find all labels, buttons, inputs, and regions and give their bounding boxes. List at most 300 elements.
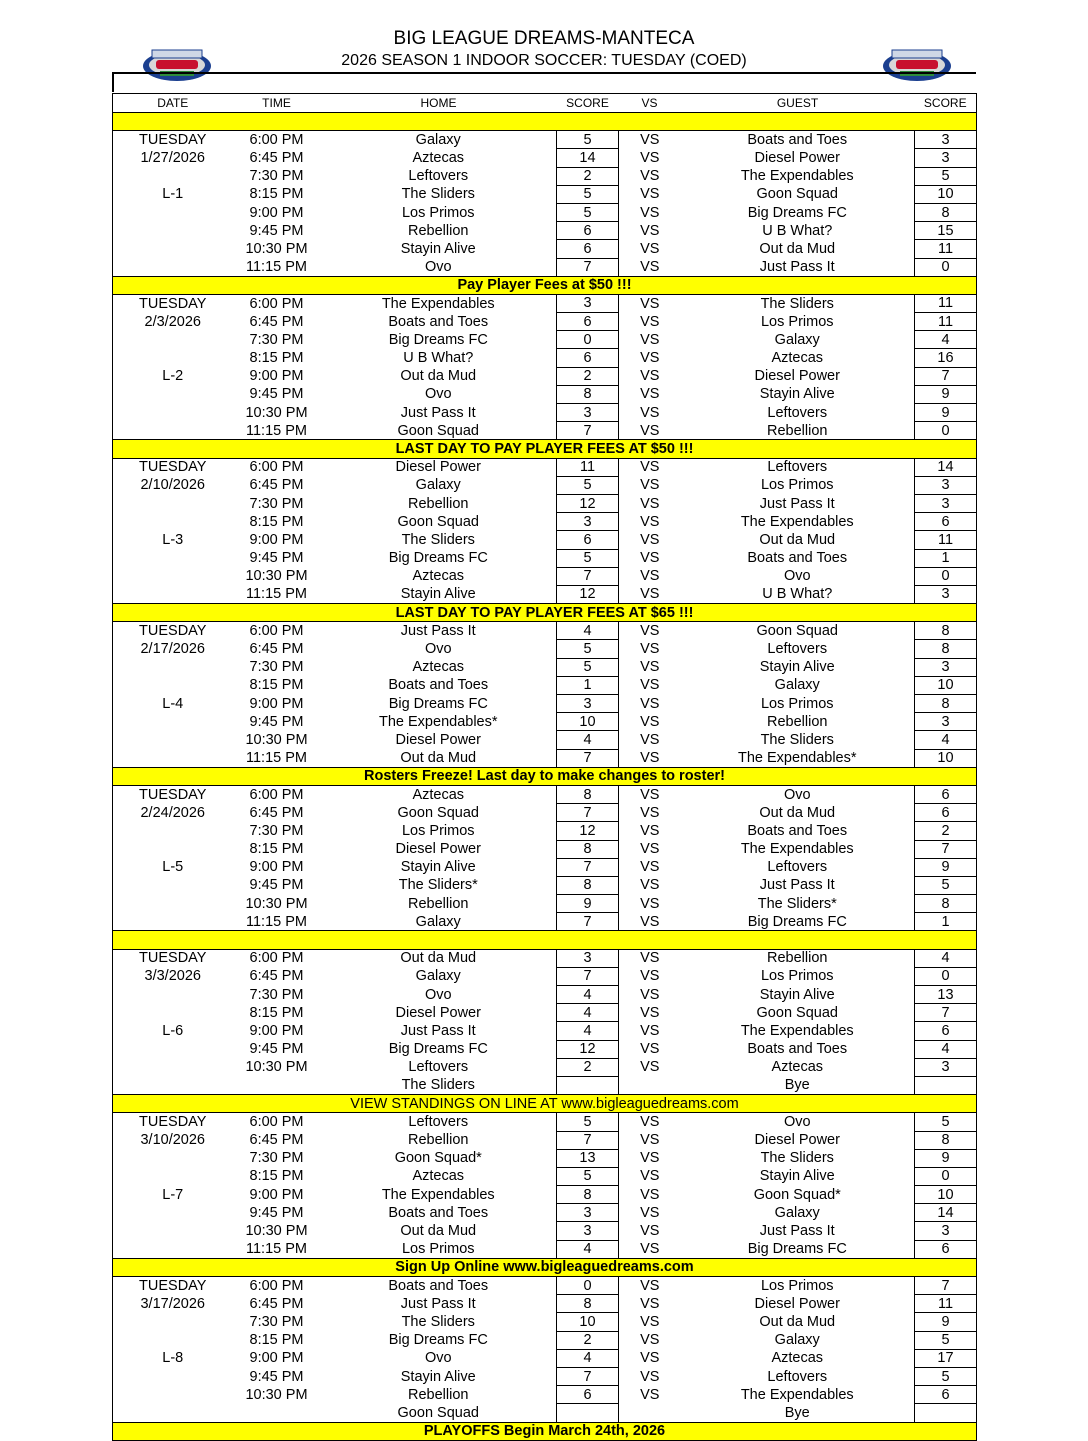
- home-score-cell: 3: [557, 949, 619, 967]
- vs-cell: VS: [619, 913, 681, 931]
- date-cell: [113, 913, 233, 931]
- home-team-cell: Galaxy: [415, 968, 461, 985]
- time-cell: 8:15 PM: [249, 350, 304, 367]
- vs-cell: VS: [640, 568, 660, 585]
- guest-team-cell: Galaxy: [774, 1332, 820, 1349]
- time-cell: 8:15 PM: [249, 1168, 304, 1185]
- guest-score-cell: 3: [915, 494, 977, 512]
- time-cell: 7:30 PM: [249, 986, 304, 1003]
- home-team-cell: Aztecas: [412, 659, 465, 676]
- vs-cell: VS: [640, 1186, 660, 1203]
- home-score-cell: 8: [557, 876, 619, 894]
- date-cell: TUESDAY: [113, 458, 233, 476]
- time-cell: 9:45 PM: [249, 1041, 304, 1058]
- home-score-cell: 6: [557, 531, 619, 549]
- date-cell: L-6: [113, 1022, 233, 1040]
- home-team-cell: Ovo: [424, 641, 452, 658]
- time-cell: 10:30 PM: [245, 1386, 308, 1403]
- game-row: [113, 549, 977, 567]
- vs-cell: VS: [640, 1368, 660, 1385]
- time-cell: 9:45 PM: [249, 550, 304, 567]
- guest-score-cell: 14: [915, 458, 977, 476]
- date-cell: 3/10/2026: [113, 1131, 233, 1149]
- home-score-cell: 3: [557, 513, 619, 531]
- date-cell: [113, 822, 233, 840]
- date-cell: 3/17/2026: [113, 1295, 233, 1313]
- guest-team-cell: Diesel Power: [754, 368, 840, 385]
- vs-cell: VS: [640, 313, 660, 330]
- time-cell: 8:15 PM: [249, 1332, 304, 1349]
- game-row: [113, 640, 977, 658]
- banner-text: Rosters Freeze! Last day to make changes to roster!: [113, 767, 977, 785]
- guest-score-cell: 11: [915, 294, 977, 312]
- date-cell: 3/3/2026: [113, 967, 233, 985]
- guest-score-cell: 10: [915, 1186, 977, 1204]
- vs-cell: VS: [640, 968, 660, 985]
- game-row: [113, 458, 977, 476]
- home-score-cell: 6: [557, 240, 619, 258]
- time-cell: 10:30 PM: [245, 895, 308, 912]
- date-cell: [113, 222, 233, 240]
- time-cell: 7:30 PM: [249, 822, 304, 839]
- guest-team-cell: Galaxy: [774, 677, 820, 694]
- home-team-cell: Ovo: [321, 258, 557, 276]
- vs-cell: VS: [640, 331, 660, 348]
- home-team-cell: Stayin Alive: [400, 1368, 476, 1385]
- date-cell: TUESDAY: [113, 785, 233, 803]
- col-guest: GUEST: [681, 94, 915, 113]
- home-team-cell: Big Dreams FC: [388, 1332, 488, 1349]
- banner-row: [113, 276, 977, 294]
- guest-score-cell: 0: [915, 422, 977, 440]
- time-cell: 9:00 PM: [249, 1186, 304, 1203]
- guest-score-cell: 3: [915, 149, 977, 167]
- time-cell: 9:45 PM: [249, 713, 304, 730]
- date-cell: L-4: [113, 695, 233, 713]
- time-cell: 6:45 PM: [249, 149, 304, 166]
- home-score-cell: 4: [557, 731, 619, 749]
- guest-score-cell: 8: [915, 640, 977, 658]
- home-team-cell: The Expendables*: [379, 713, 498, 730]
- guest-score-cell: 6: [915, 785, 977, 803]
- guest-score-cell: 9: [915, 858, 977, 876]
- date-cell: [113, 1222, 233, 1240]
- game-row: [113, 1186, 977, 1204]
- home-score-cell: 5: [557, 640, 619, 658]
- guest-team-cell: The Sliders*: [757, 895, 837, 912]
- date-cell: L-5: [113, 858, 233, 876]
- time-cell: [233, 1076, 321, 1094]
- banner-row: [113, 767, 977, 785]
- home-team-cell: Los Primos: [401, 822, 475, 839]
- guest-team-cell: Leftovers: [767, 641, 828, 658]
- game-row: [113, 622, 977, 640]
- guest-score-cell: 3: [915, 1222, 977, 1240]
- guest-team-cell: Los Primos: [760, 695, 834, 712]
- vs-cell: VS: [640, 368, 660, 385]
- home-team-cell: Leftovers: [408, 1059, 469, 1076]
- vs-cell: VS: [640, 513, 660, 530]
- date-cell: L-7: [113, 1186, 233, 1204]
- home-team-cell: Big Dreams FC: [388, 331, 488, 348]
- guest-team-cell: U B What?: [762, 222, 833, 239]
- guest-score-cell: 3: [915, 713, 977, 731]
- guest-team-cell: Out da Mud: [759, 804, 836, 821]
- home-score-cell: 11: [557, 458, 619, 476]
- col-home-score: SCORE: [557, 94, 619, 113]
- home-team-cell: Aztecas: [412, 149, 465, 166]
- time-cell: 9:00 PM: [249, 368, 304, 385]
- guest-score-cell: 11: [915, 531, 977, 549]
- game-row: [113, 531, 977, 549]
- home-team-cell: Just Pass It: [400, 1022, 476, 1039]
- game-row: [113, 1222, 977, 1240]
- game-row: [113, 222, 977, 240]
- vs-cell: VS: [640, 1022, 660, 1039]
- date-cell: [113, 1240, 233, 1258]
- page-title: BIG LEAGUE DREAMS-MANTECA: [393, 28, 695, 49]
- guest-score-cell: 4: [915, 1040, 977, 1058]
- banner-text: [113, 113, 977, 131]
- home-score-cell: 5: [557, 549, 619, 567]
- home-team-cell: Diesel Power: [395, 1004, 481, 1021]
- guest-score-cell: 17: [915, 1349, 977, 1367]
- date-cell: 2/24/2026: [113, 804, 233, 822]
- home-team-cell: Leftovers: [408, 168, 469, 185]
- time-cell: 6:45 PM: [249, 1295, 304, 1312]
- home-team-cell: Boats and Toes: [388, 1277, 489, 1294]
- guest-team-cell: Out da Mud: [759, 240, 836, 257]
- date-cell: [113, 1331, 233, 1349]
- home-team-cell: Goon Squad: [397, 804, 479, 821]
- date-cell: [113, 258, 233, 276]
- home-score-cell: 7: [557, 913, 619, 931]
- home-score-cell: 7: [557, 1131, 619, 1149]
- home-score-cell: 3: [557, 404, 619, 422]
- game-row: [113, 185, 977, 203]
- game-row: [113, 1204, 977, 1222]
- game-row: [113, 567, 977, 585]
- home-team-cell: Leftovers: [408, 1114, 469, 1131]
- banner-row: [113, 113, 977, 131]
- vs-cell: VS: [640, 186, 660, 203]
- home-score-cell: 14: [557, 149, 619, 167]
- home-team-cell: Aztecas: [412, 568, 465, 585]
- guest-team-cell: Just Pass It: [759, 877, 835, 894]
- game-row: [113, 1131, 977, 1149]
- vs-cell: VS: [640, 877, 660, 894]
- time-cell: 6:00 PM: [249, 295, 304, 312]
- time-cell: 7:30 PM: [249, 659, 304, 676]
- home-score-cell: 2: [557, 367, 619, 385]
- col-date: DATE: [113, 94, 233, 113]
- guest-team-cell: Aztecas: [771, 1059, 824, 1076]
- banner-row: [113, 1258, 977, 1276]
- game-row: [113, 1367, 977, 1385]
- vs-cell: VS: [640, 1277, 660, 1294]
- time-cell: 6:00 PM: [249, 623, 304, 640]
- game-row: [113, 858, 977, 876]
- time-cell: 7:30 PM: [249, 331, 304, 348]
- vs-cell: VS: [640, 550, 660, 567]
- game-row: [113, 131, 977, 149]
- home-score-cell: 10: [557, 1313, 619, 1331]
- game-row: [113, 1386, 977, 1404]
- vs-cell: VS: [640, 204, 660, 221]
- guest-score-cell: 1: [915, 913, 977, 931]
- home-score-cell: 10: [557, 713, 619, 731]
- vs-cell: [619, 1404, 681, 1422]
- guest-score-cell: 4: [915, 331, 977, 349]
- game-row: [113, 1277, 977, 1295]
- home-team-cell: Big Dreams FC: [388, 695, 488, 712]
- game-row: [113, 1076, 977, 1094]
- guest-team-cell: Big Dreams FC: [681, 1240, 915, 1258]
- header-rule: [112, 72, 976, 74]
- home-team-cell: The Expendables: [381, 1186, 495, 1203]
- guest-score-cell: 5: [915, 1367, 977, 1385]
- date-cell: L-8: [113, 1349, 233, 1367]
- date-cell: [113, 895, 233, 913]
- guest-team-cell: Big Dreams FC: [681, 913, 915, 931]
- time-cell: 9:00 PM: [249, 531, 304, 548]
- guest-score-cell: 9: [915, 404, 977, 422]
- vs-cell: VS: [640, 786, 660, 803]
- vs-cell: VS: [640, 149, 660, 166]
- banner-text: [113, 931, 977, 949]
- date-cell: [113, 1076, 233, 1094]
- home-team-cell: Rebellion: [408, 1386, 469, 1403]
- banner-row: [113, 931, 977, 949]
- time-cell: 11:15 PM: [233, 258, 321, 276]
- date-cell: TUESDAY: [113, 294, 233, 312]
- home-score-cell: 6: [557, 313, 619, 331]
- guest-team-cell: Aztecas: [771, 350, 824, 367]
- vs-cell: VS: [640, 641, 660, 658]
- date-cell: [113, 713, 233, 731]
- vs-cell: VS: [640, 659, 660, 676]
- guest-score-cell: 3: [915, 476, 977, 494]
- vs-cell: VS: [640, 222, 660, 239]
- vs-cell: VS: [640, 1059, 660, 1076]
- guest-team-cell: Diesel Power: [754, 149, 840, 166]
- guest-team-cell: Just Pass It: [759, 1223, 835, 1240]
- home-team-cell: Boats and Toes: [388, 677, 489, 694]
- vs-cell: VS: [640, 1313, 660, 1330]
- guest-score-cell: [915, 1404, 977, 1422]
- guest-team-cell: Rebellion: [681, 422, 915, 440]
- game-row: [113, 331, 977, 349]
- time-cell: 7:30 PM: [249, 168, 304, 185]
- guest-team-cell: Bye: [681, 1076, 915, 1094]
- home-team-cell: Stayin Alive: [400, 859, 476, 876]
- guest-team-cell: The Sliders: [760, 295, 834, 312]
- vs-cell: VS: [640, 404, 660, 421]
- home-team-cell: Out da Mud: [321, 749, 557, 767]
- guest-score-cell: 11: [915, 313, 977, 331]
- vs-cell: VS: [619, 1240, 681, 1258]
- date-cell: 2/3/2026: [113, 313, 233, 331]
- guest-score-cell: 4: [915, 949, 977, 967]
- game-row: [113, 349, 977, 367]
- guest-team-cell: Out da Mud: [759, 531, 836, 548]
- time-cell: 6:00 PM: [249, 459, 304, 476]
- guest-team-cell: Big Dreams FC: [747, 204, 847, 221]
- vs-cell: VS: [640, 1004, 660, 1021]
- guest-team-cell: Diesel Power: [754, 1132, 840, 1149]
- date-cell: 2/17/2026: [113, 640, 233, 658]
- guest-score-cell: 10: [915, 185, 977, 203]
- home-score-cell: 12: [557, 585, 619, 603]
- date-cell: [113, 876, 233, 894]
- time-cell: 7:30 PM: [249, 1150, 304, 1167]
- guest-team-cell: Aztecas: [771, 1350, 824, 1367]
- home-team-cell: The Sliders: [401, 531, 475, 548]
- banner-text: PLAYOFFS Begin March 24th, 2026: [113, 1422, 977, 1440]
- home-score-cell: 6: [557, 1386, 619, 1404]
- guest-score-cell: 3: [915, 585, 977, 603]
- home-team-cell: Goon Squad: [321, 1404, 557, 1422]
- time-cell: 8:15 PM: [249, 1004, 304, 1021]
- game-row: [113, 149, 977, 167]
- date-cell: [113, 513, 233, 531]
- vs-cell: VS: [640, 386, 660, 403]
- guest-team-cell: Out da Mud: [759, 1313, 836, 1330]
- vs-cell: VS: [619, 585, 681, 603]
- date-cell: [113, 1404, 233, 1422]
- date-cell: L-1: [113, 185, 233, 203]
- banner-text: Sign Up Online www.bigleaguedreams.com: [113, 1258, 977, 1276]
- time-cell: 10:30 PM: [245, 1223, 308, 1240]
- home-score-cell: 7: [557, 567, 619, 585]
- guest-team-cell: Leftovers: [767, 404, 828, 421]
- date-cell: [113, 1313, 233, 1331]
- time-cell: 9:00 PM: [249, 695, 304, 712]
- schedule-table: [112, 93, 977, 1441]
- home-team-cell: U B What?: [403, 350, 474, 367]
- game-row: [113, 1167, 977, 1185]
- page-subtitle: 2026 SEASON 1 INDOOR SOCCER: TUESDAY (COED): [341, 52, 747, 69]
- game-row: [113, 385, 977, 403]
- game-row: [113, 294, 977, 312]
- guest-team-cell: Leftovers: [767, 1368, 828, 1385]
- game-row: [113, 404, 977, 422]
- home-team-cell: Goon Squad: [321, 422, 557, 440]
- home-score-cell: 12: [557, 494, 619, 512]
- vs-cell: VS: [619, 258, 681, 276]
- vs-cell: VS: [640, 695, 660, 712]
- home-score-cell: 4: [557, 1022, 619, 1040]
- home-score-cell: 5: [557, 131, 619, 149]
- guest-score-cell: [915, 1076, 977, 1094]
- guest-team-cell: Goon Squad*: [753, 1186, 841, 1203]
- game-row: [113, 513, 977, 531]
- time-cell: 9:00 PM: [249, 859, 304, 876]
- guest-team-cell: Goon Squad: [756, 623, 838, 640]
- vs-cell: VS: [640, 459, 660, 476]
- guest-score-cell: 4: [915, 731, 977, 749]
- home-score-cell: 8: [557, 1295, 619, 1313]
- guest-team-cell: Leftovers: [767, 459, 828, 476]
- home-team-cell: Los Primos: [401, 204, 475, 221]
- home-team-cell: Goon Squad: [397, 513, 479, 530]
- home-score-cell: 4: [557, 1240, 619, 1258]
- guest-team-cell: Stayin Alive: [759, 386, 835, 403]
- time-cell: 6:45 PM: [249, 313, 304, 330]
- vs-cell: VS: [640, 132, 660, 149]
- home-team-cell: Galaxy: [415, 132, 461, 149]
- home-score-cell: 9: [557, 895, 619, 913]
- guest-score-cell: 0: [915, 567, 977, 585]
- home-score-cell: 5: [557, 1113, 619, 1131]
- time-cell: 6:00 PM: [249, 1277, 304, 1294]
- game-row: [113, 804, 977, 822]
- home-score-cell: 5: [557, 476, 619, 494]
- vs-cell: VS: [640, 1114, 660, 1131]
- time-cell: 9:45 PM: [249, 1204, 304, 1221]
- guest-team-cell: Ovo: [783, 786, 811, 803]
- vs-cell: VS: [640, 240, 660, 257]
- vs-cell: VS: [640, 168, 660, 185]
- time-cell: 10:30 PM: [245, 568, 308, 585]
- vs-cell: VS: [640, 713, 660, 730]
- home-team-cell: Diesel Power: [395, 841, 481, 858]
- home-score-cell: 12: [557, 822, 619, 840]
- date-cell: [113, 240, 233, 258]
- game-row: [113, 1295, 977, 1313]
- date-cell: [113, 404, 233, 422]
- home-score-cell: 7: [557, 258, 619, 276]
- guest-team-cell: The Sliders: [760, 1150, 834, 1167]
- guest-team-cell: Los Primos: [760, 1277, 834, 1294]
- game-row: [113, 986, 977, 1004]
- vs-cell: VS: [640, 841, 660, 858]
- time-cell: 6:45 PM: [249, 1132, 304, 1149]
- time-cell: 6:00 PM: [249, 132, 304, 149]
- game-row: [113, 1058, 977, 1076]
- date-cell: [113, 1386, 233, 1404]
- vs-cell: VS: [640, 350, 660, 367]
- home-team-cell: The Sliders: [401, 186, 475, 203]
- guest-team-cell: Stayin Alive: [759, 986, 835, 1003]
- vs-cell: VS: [640, 295, 660, 312]
- home-score-cell: 3: [557, 695, 619, 713]
- home-score-cell: 5: [557, 658, 619, 676]
- home-score-cell: 8: [557, 840, 619, 858]
- home-score-cell: 4: [557, 1349, 619, 1367]
- guest-team-cell: The Sliders: [760, 731, 834, 748]
- vs-cell: VS: [640, 859, 660, 876]
- home-team-cell: Just Pass It: [400, 404, 476, 421]
- time-cell: 9:45 PM: [249, 877, 304, 894]
- game-row: [113, 422, 977, 440]
- date-cell: [113, 1004, 233, 1022]
- home-team-cell: Goon Squad*: [394, 1150, 482, 1167]
- guest-score-cell: 6: [915, 1386, 977, 1404]
- guest-team-cell: Boats and Toes: [747, 822, 848, 839]
- vs-cell: VS: [640, 950, 660, 967]
- game-row: [113, 949, 977, 967]
- header-rule-tick: [112, 72, 114, 92]
- date-cell: 1/27/2026: [113, 149, 233, 167]
- time-cell: 9:45 PM: [249, 222, 304, 239]
- vs-cell: VS: [640, 1204, 660, 1221]
- guest-team-cell: Ovo: [783, 1114, 811, 1131]
- date-cell: [113, 1204, 233, 1222]
- time-cell: 9:00 PM: [249, 204, 304, 221]
- time-cell: 11:15 PM: [233, 1240, 321, 1258]
- home-team-cell: The Sliders: [321, 1076, 557, 1094]
